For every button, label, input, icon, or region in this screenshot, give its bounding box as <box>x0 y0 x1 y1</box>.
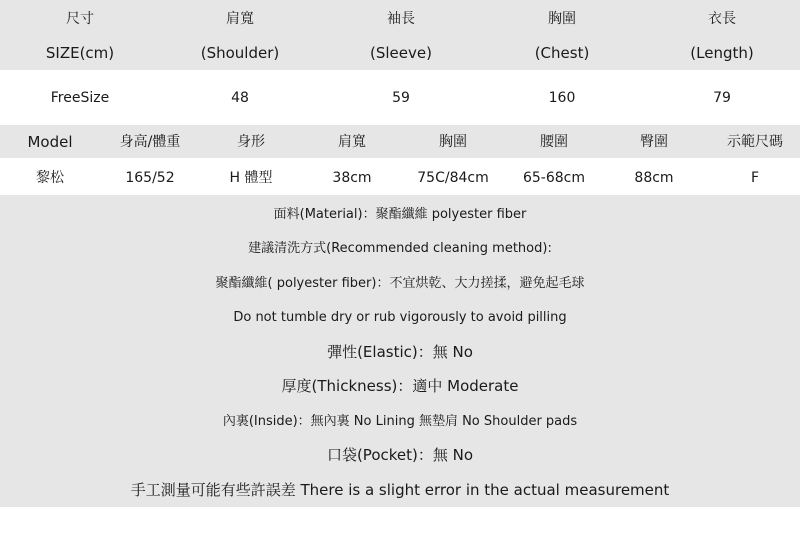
body-shape-header: 身形 <box>237 134 265 150</box>
sleeve-header-en: (Sleeve) <box>370 44 432 62</box>
height-weight-header: 身高/體重 <box>119 134 181 150</box>
size-header-zh: 尺寸 <box>66 11 94 27</box>
cleaning-title-text: 建議清洗方式(Recommended cleaning method): <box>248 241 552 256</box>
cleaning-zh-note <box>0 273 800 294</box>
measurement-disclaimer: 手工測量可能有些許誤差 There is a slight error in the actual measurement <box>130 481 670 499</box>
length-header-en: (Length) <box>690 44 754 62</box>
cleaning-title-note <box>0 238 800 259</box>
length-value: 79 <box>713 90 731 106</box>
model-chest-value: 75C/84cm <box>417 170 489 186</box>
body-shape-value: H 體型 <box>229 170 273 186</box>
cleaning-en-note <box>0 307 800 328</box>
demo-size-header: 示範尺碼 <box>727 134 783 150</box>
chest-header-en: (Chest) <box>534 44 590 62</box>
shoulder-header-zh: 肩寬 <box>226 11 254 27</box>
model-value-band <box>0 158 800 195</box>
size-value: FreeSize <box>50 90 110 106</box>
cleaning-en-text: Do not tumble dry or rub vigorously to avoid pilling <box>233 310 567 325</box>
size-header-en: SIZE(cm) <box>45 44 115 62</box>
model-chest-header: 胸圍 <box>439 134 467 150</box>
waist-value: 65-68cm <box>522 170 586 186</box>
shoulder-value: 48 <box>231 90 249 106</box>
inside-note <box>0 411 800 432</box>
thickness-note: 厚度(Thickness)：適中 Moderate <box>281 377 519 395</box>
sleeve-header-zh: 袖長 <box>387 11 415 27</box>
hip-header: 臀圍 <box>640 134 668 150</box>
elastic-note: 彈性(Elastic)：無 No <box>327 343 473 361</box>
model-header: Model <box>27 133 73 151</box>
demo-size-value: F <box>750 170 760 186</box>
pocket-note: 口袋(Pocket)：無 No <box>326 446 474 464</box>
shoulder-header-en: (Shoulder) <box>200 44 280 62</box>
model-shoulder-header: 肩寬 <box>338 134 366 150</box>
material-note <box>0 204 800 225</box>
inside-text: 內裏(Inside)：無內裏 No Lining 無墊肩 No Shoulder pads <box>222 414 578 429</box>
model-name: 黎松 <box>36 170 64 186</box>
length-header-zh: 衣長 <box>708 11 736 27</box>
chest-header-zh: 胸圍 <box>548 11 576 27</box>
hip-value: 88cm <box>634 170 674 186</box>
chest-value: 160 <box>548 90 576 106</box>
material-text: 面料(Material)：聚酯纖維 polyester fiber <box>273 207 527 222</box>
cleaning-zh-text: 聚酯纖維( polyester fiber)：不宜烘乾、大力搓揉，避免起毛球 <box>215 276 585 291</box>
waist-header: 腰圍 <box>540 134 568 150</box>
sleeve-value: 59 <box>392 90 410 106</box>
model-shoulder-value: 38cm <box>332 170 372 186</box>
height-weight-value: 165/52 <box>125 170 175 186</box>
